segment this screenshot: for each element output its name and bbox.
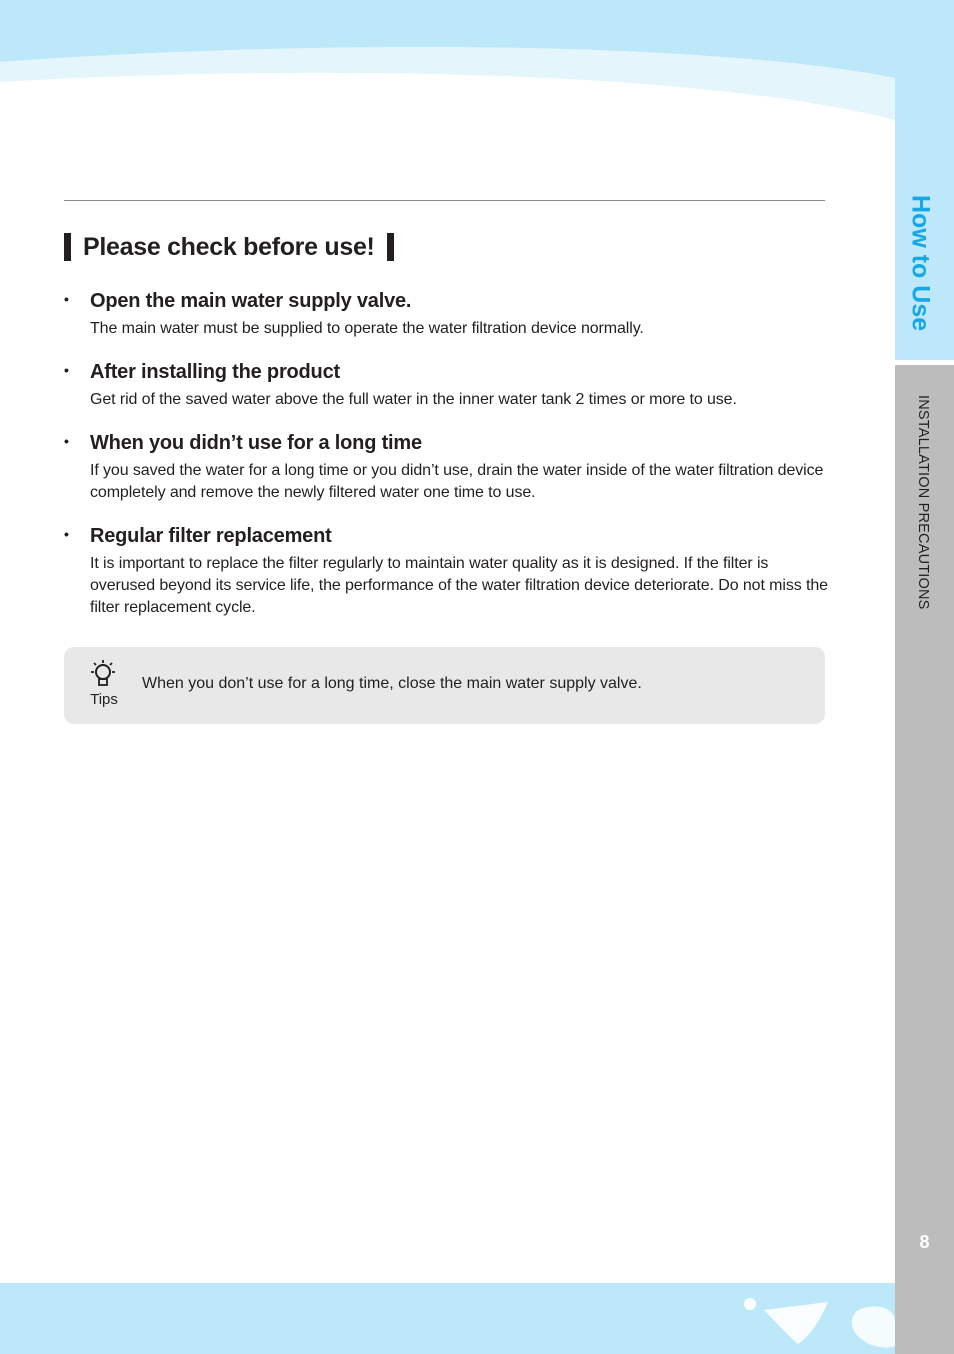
item-title: When you didn’t use for a long time xyxy=(90,432,422,454)
checklist xyxy=(64,288,829,638)
chapter-title-text: How to Use xyxy=(906,194,935,332)
list-item xyxy=(64,359,829,411)
bullet: • xyxy=(64,362,69,378)
top-divider xyxy=(64,200,825,201)
bullet: • xyxy=(64,526,69,542)
page-number: 8 xyxy=(919,1232,930,1252)
lightbulb-icon xyxy=(86,659,120,689)
header-wave-decoration xyxy=(0,0,954,130)
item-title: After installing the product xyxy=(90,361,340,383)
tips-box xyxy=(64,647,825,724)
item-text: The main water must be supplied to operate the water filtration device normally. xyxy=(90,320,644,337)
item-text: If you saved the water for a long time or you didn’t use, drain the water inside of the water filtration device completely and remove the newly filtered water one time to use. xyxy=(90,462,824,501)
section-title-text: INSTALLATION PRECAUTIONS xyxy=(915,395,931,610)
page-title: Please check before use! xyxy=(83,232,375,261)
bullet: • xyxy=(64,433,69,449)
heading-bar-left xyxy=(64,233,71,261)
item-title: Regular filter replacement xyxy=(90,525,332,547)
water-drop-decoration xyxy=(736,1290,895,1354)
list-item xyxy=(64,288,829,340)
item-text: It is important to replace the filter regularly to maintain water quality as it is designed. If the filter is overused beyond its service life, the performance of the water filtration device deteriorate. Do not miss the filter replacement cycle. xyxy=(90,555,828,616)
heading-bar-right xyxy=(387,233,394,261)
chapter-title xyxy=(896,193,944,333)
list-item xyxy=(64,430,829,504)
item-text: Get rid of the saved water above the full water in the inner water tank 2 times or more to use. xyxy=(90,391,737,408)
tips-text: When you don’t use for a long time, close the main water supply valve. xyxy=(142,675,642,692)
tips-label: Tips xyxy=(90,691,118,708)
list-item xyxy=(64,523,829,619)
section-heading xyxy=(64,232,394,262)
item-title: Open the main water supply valve. xyxy=(90,290,412,312)
bullet: • xyxy=(64,291,69,307)
section-title xyxy=(908,395,938,665)
